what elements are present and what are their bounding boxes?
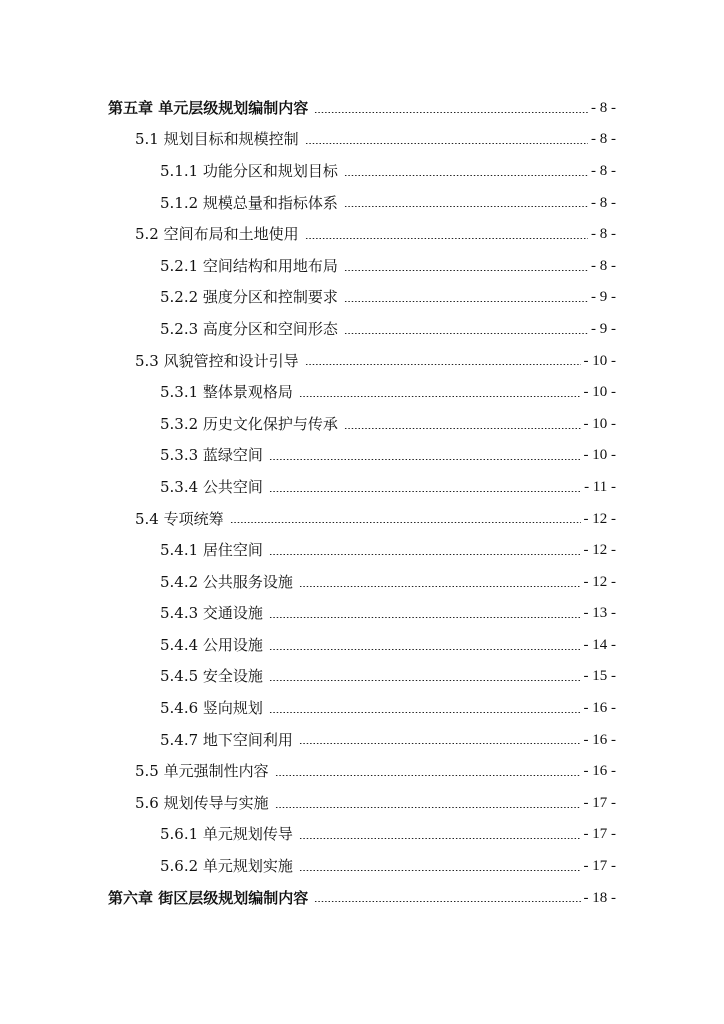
- toc-entry-5-3[interactable]: [0, 345, 724, 377]
- toc-entry-5-2[interactable]: [0, 218, 724, 250]
- toc-entry-page: - 10 -: [583, 447, 616, 464]
- toc-entry-5-5[interactable]: [0, 755, 724, 787]
- toc-entry-5-4-3[interactable]: [0, 598, 724, 630]
- toc-entry-page: - 8 -: [591, 99, 616, 116]
- toc-entry-title: 5.6.2 单元规划实施: [160, 857, 293, 876]
- toc-entry-title: 5.3.1 整体景观格局: [160, 383, 293, 402]
- toc-entry-title: 5.3.3 蓝绿空间: [160, 446, 263, 465]
- toc-entry-title: 5.5 单元强制性内容: [135, 762, 269, 781]
- toc-entry-page: - 18 -: [583, 889, 616, 906]
- toc-entry-title: 5.4.3 交通设施: [160, 604, 263, 623]
- dot-leader: [269, 491, 581, 492]
- toc-entry-title: 5.6 规划传导与实施: [135, 793, 269, 812]
- toc-entry-5-2-3[interactable]: [0, 313, 724, 345]
- toc-entry-page: - 9 -: [591, 289, 616, 306]
- dot-leader: [344, 301, 588, 302]
- toc-entry-5-4-5[interactable]: [0, 661, 724, 693]
- toc-entry-title: 5.1.2 规模总量和指标体系: [160, 193, 338, 212]
- toc-entry-title: 5.4.7 地下空间利用: [160, 730, 293, 749]
- dot-leader: [305, 238, 588, 239]
- toc-entry-5-4-2[interactable]: [0, 566, 724, 598]
- toc-entry-5-6[interactable]: [0, 787, 724, 819]
- toc-entry-page: - 16 -: [583, 731, 616, 748]
- dot-leader: [305, 143, 588, 144]
- toc-entry-title: 5.3 风貌管控和设计引导: [135, 351, 299, 370]
- toc-entry-5-2-2[interactable]: [0, 282, 724, 314]
- toc-entry-page: - 8 -: [591, 257, 616, 274]
- toc-entry-title: 5.2.2 强度分区和控制要求: [160, 288, 338, 307]
- dot-leader: [269, 680, 581, 681]
- dot-leader: [299, 743, 581, 744]
- dot-leader: [269, 617, 581, 618]
- dot-leader: [269, 649, 581, 650]
- dot-leader: [269, 554, 581, 555]
- toc-entry-title: 5.3.4 公共空间: [160, 477, 263, 496]
- toc-entry-title: 5.1.1 功能分区和规划目标: [160, 161, 338, 180]
- dot-leader: [314, 901, 580, 902]
- toc-entry-page: - 17 -: [583, 858, 616, 875]
- dot-leader: [299, 838, 581, 839]
- toc-entry-title: 5.4.1 居住空间: [160, 541, 263, 560]
- toc-entry-title: 5.4.5 安全设施: [160, 667, 263, 686]
- toc-entry-5-4-4[interactable]: [0, 629, 724, 661]
- toc-entry-page: - 8 -: [591, 131, 616, 148]
- toc-entry-page: - 10 -: [583, 415, 616, 432]
- dot-leader: [269, 459, 581, 460]
- dot-leader: [344, 333, 588, 334]
- table-of-contents: [0, 92, 724, 913]
- dot-leader: [344, 428, 581, 429]
- toc-entry-chapter-5[interactable]: [0, 92, 724, 124]
- toc-entry-5-1-2[interactable]: [0, 187, 724, 219]
- toc-entry-title: 第五章 单元层级规划编制内容: [108, 98, 309, 117]
- toc-entry-title: 5.2.1 空间结构和用地布局: [160, 256, 338, 275]
- dot-leader: [344, 206, 588, 207]
- toc-entry-page: - 15 -: [583, 668, 616, 685]
- toc-entry-page: - 14 -: [583, 636, 616, 653]
- toc-entry-page: - 10 -: [583, 352, 616, 369]
- dot-leader: [299, 396, 581, 397]
- toc-entry-5-4-1[interactable]: [0, 534, 724, 566]
- toc-entry-5-3-1[interactable]: [0, 376, 724, 408]
- toc-entry-title: 5.4.4 公用设施: [160, 635, 263, 654]
- toc-entry-chapter-6[interactable]: [0, 882, 724, 914]
- toc-entry-title: 第六章 街区层级规划编制内容: [108, 888, 309, 907]
- toc-entry-5-6-2[interactable]: [0, 850, 724, 882]
- dot-leader: [269, 712, 581, 713]
- toc-entry-page: - 17 -: [583, 794, 616, 811]
- dot-leader: [230, 522, 581, 523]
- toc-entry-5-4-6[interactable]: [0, 692, 724, 724]
- toc-entry-title: 5.2 空间布局和土地使用: [135, 225, 299, 244]
- toc-entry-5-6-1[interactable]: [0, 819, 724, 851]
- toc-entry-page: - 8 -: [591, 194, 616, 211]
- toc-entry-page: - 11 -: [584, 478, 616, 495]
- dot-leader: [299, 870, 581, 871]
- toc-entry-5-1[interactable]: [0, 124, 724, 156]
- toc-entry-5-3-3[interactable]: [0, 440, 724, 472]
- toc-entry-page: - 8 -: [591, 162, 616, 179]
- toc-entry-title: 5.4.2 公共服务设施: [160, 572, 293, 591]
- toc-entry-title: 5.4.6 竖向规划: [160, 699, 263, 718]
- toc-entry-page: - 17 -: [583, 826, 616, 843]
- toc-entry-page: - 12 -: [583, 573, 616, 590]
- toc-entry-title: 5.2.3 高度分区和空间形态: [160, 319, 338, 338]
- toc-entry-title: 5.3.2 历史文化保护与传承: [160, 414, 338, 433]
- toc-entry-page: - 16 -: [583, 700, 616, 717]
- toc-entry-page: - 12 -: [583, 542, 616, 559]
- toc-entry-5-1-1[interactable]: [0, 155, 724, 187]
- toc-entry-5-4[interactable]: [0, 503, 724, 535]
- toc-entry-page: - 9 -: [591, 320, 616, 337]
- toc-entry-title: 5.1 规划目标和规模控制: [135, 130, 299, 149]
- toc-entry-title: 5.4 专项统筹: [135, 509, 224, 528]
- toc-entry-page: - 16 -: [583, 763, 616, 780]
- toc-entry-5-3-4[interactable]: [0, 471, 724, 503]
- toc-entry-5-2-1[interactable]: [0, 250, 724, 282]
- toc-entry-page: - 10 -: [583, 384, 616, 401]
- toc-entry-page: - 12 -: [583, 510, 616, 527]
- dot-leader: [314, 112, 588, 113]
- dot-leader: [299, 586, 581, 587]
- toc-entry-5-3-2[interactable]: [0, 408, 724, 440]
- dot-leader: [344, 175, 588, 176]
- toc-entry-page: - 13 -: [583, 605, 616, 622]
- toc-entry-5-4-7[interactable]: [0, 724, 724, 756]
- dot-leader: [344, 270, 588, 271]
- toc-entry-page: - 8 -: [591, 226, 616, 243]
- toc-entry-title: 5.6.1 单元规划传导: [160, 825, 293, 844]
- dot-leader: [275, 807, 581, 808]
- dot-leader: [305, 364, 581, 365]
- dot-leader: [275, 775, 581, 776]
